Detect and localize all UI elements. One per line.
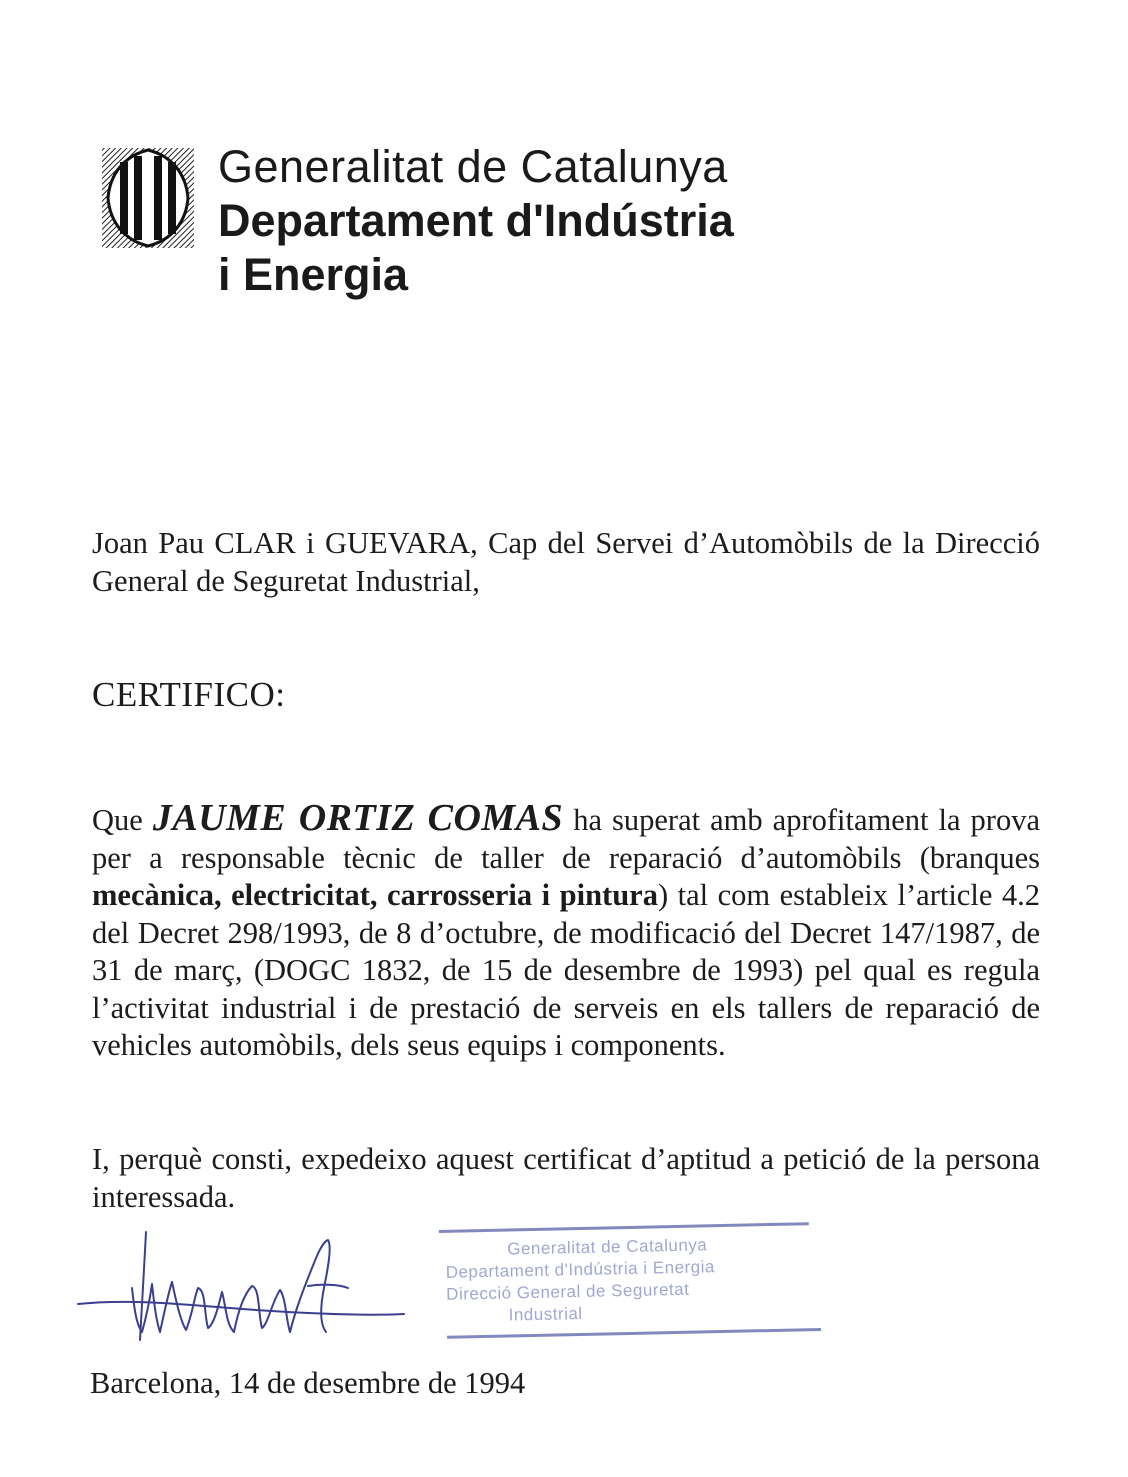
body-part-2: ) tal com estableix l’article 4.2 del Decret 298/1993, de 8 d’octubre, de modificació del Decret 147/1987, de 31 de març, (DOGC 1832, de 15 de desembre de 1993) pel qual es regula l’activitat industrial i de prestació de serveis en els tallers de reparació de vehicles automòbils, dels seus equips i components. bbox=[92, 878, 1040, 1062]
stamp-line-2: Departament d'Indústria i Energia bbox=[445, 1257, 716, 1282]
letterhead-government: Generalitat de Catalunya bbox=[218, 141, 728, 192]
issuer-statement: Joan Pau CLAR i GUEVARA, Cap del Servei d’Automòbils de la Direcció General de Seguretat Industrial, bbox=[92, 526, 1040, 598]
certifico-heading: CERTIFICO: bbox=[92, 675, 286, 714]
stamp-border-bottom bbox=[447, 1328, 821, 1339]
handwritten-signature bbox=[76, 1228, 406, 1348]
certificate-holder-name: JAUME ORTIZ COMAS bbox=[152, 797, 564, 839]
body-intro: Que bbox=[92, 803, 153, 837]
stamp-line-4: Industrial bbox=[508, 1303, 583, 1325]
stamp-line-1: Generalitat de Catalunya bbox=[507, 1235, 708, 1259]
closing-statement: I, perquè consti, expedeixo aquest certificat d’aptitud a petició de la persona interessada. bbox=[92, 1142, 1040, 1214]
catalonia-coat-of-arms-icon bbox=[100, 146, 196, 250]
certification-body bbox=[92, 797, 1040, 1065]
stamp-line-3: Direcció General de Seguretat bbox=[445, 1279, 690, 1304]
place-and-date: Barcelona, 14 de desembre de 1994 bbox=[90, 1366, 526, 1400]
branches-list: mecànica, electricitat, carrosseria i pintura bbox=[92, 878, 658, 912]
body-part-1: ha superat amb aprofitament la prova per a responsable tècnic de taller de reparació d’automòbils (branques bbox=[92, 803, 1040, 875]
letterhead-text bbox=[218, 140, 734, 302]
letterhead bbox=[100, 140, 860, 320]
stamp-text bbox=[445, 1232, 817, 1328]
letterhead-department-cont: i Energia bbox=[218, 249, 409, 300]
letterhead-department: Departament d'Indústria bbox=[218, 195, 734, 246]
stamp-border-top bbox=[439, 1222, 809, 1233]
official-stamp bbox=[431, 1210, 826, 1358]
